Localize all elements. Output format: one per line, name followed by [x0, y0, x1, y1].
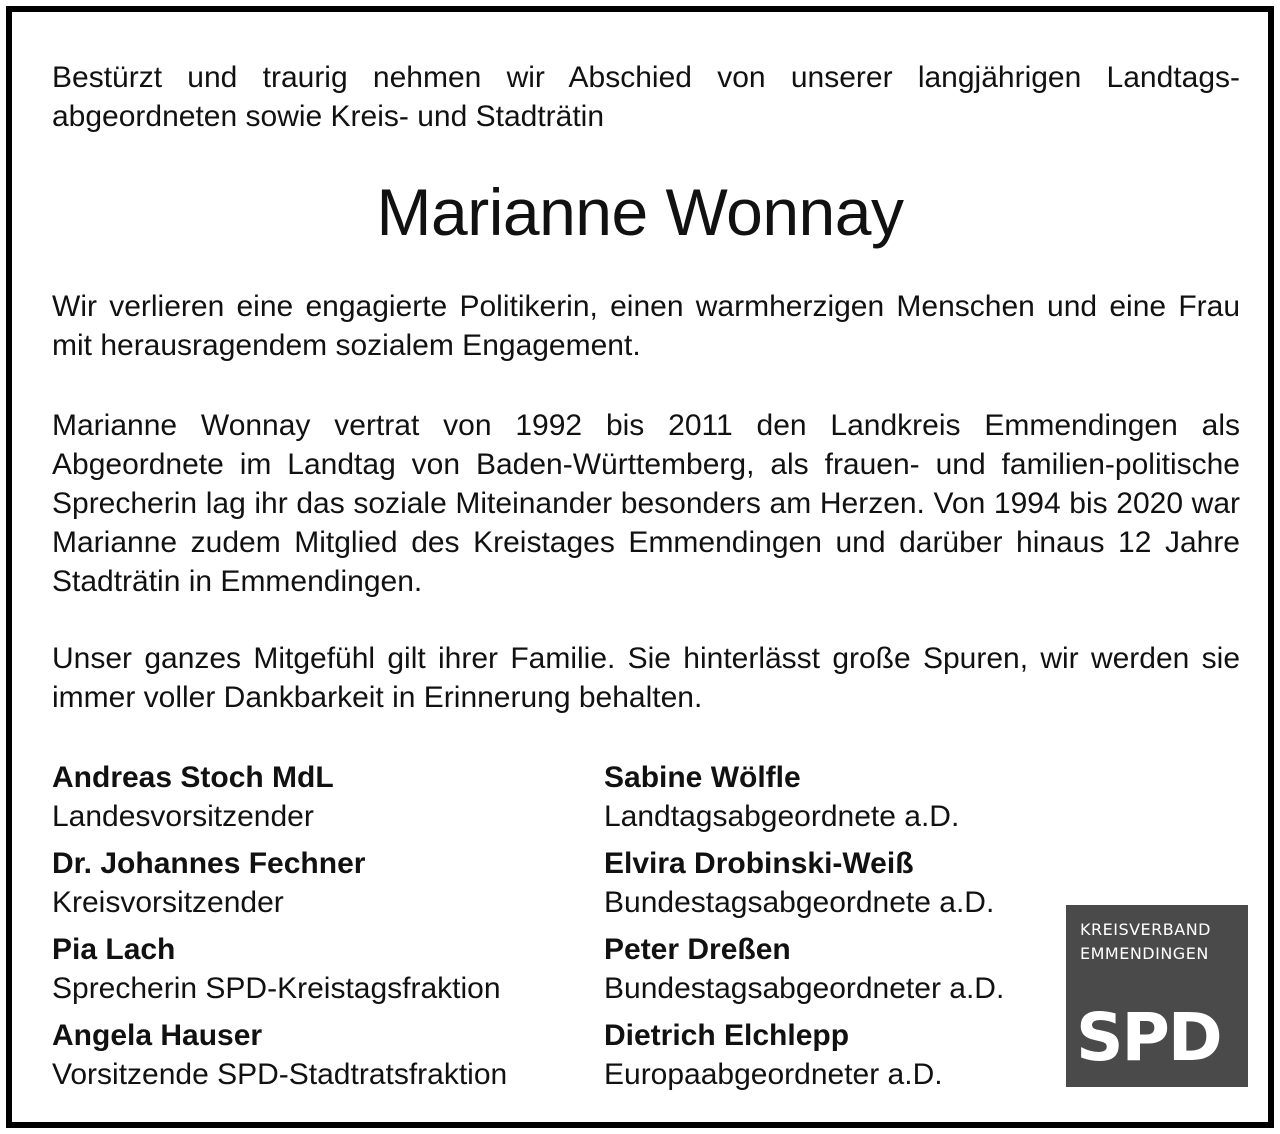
signatory-name: Pia Lach [52, 933, 176, 966]
signatory-name: Angela Hauser [52, 1019, 263, 1052]
signatory-role: Kreisvorsitzender [52, 886, 284, 919]
signature-block [604, 930, 1064, 1008]
signatory-role: Vorsitzende SPD-Stadtratsfraktion [52, 1058, 508, 1091]
paragraph-tribute: Wir verlieren eine engagierte Politikerin, einen warmherzigen Menschen und eine Frau mit herausragendem sozialem Engagement. [52, 290, 1240, 362]
paragraph-condolence: Unser ganzes Mitgefühl gilt ihrer Familie. Sie hinterlässt große Spuren, wir werden sie immer voller Dankbarkeit in Erinnerung behalten. [52, 642, 1240, 714]
signatory-name: Elvira Drobinski-Weiß [604, 847, 914, 880]
signatory-role: Sprecherin SPD-Kreistagsfraktion [52, 972, 501, 1005]
signatures-right-column [604, 758, 1064, 1102]
signatory-role: Bundestagsabgeordnete a.D. [604, 886, 995, 919]
signature-block [604, 758, 1064, 836]
signatures-left-column [52, 758, 592, 1102]
signature-block [604, 844, 1064, 922]
signature-block [604, 1016, 1064, 1094]
signatory-role: Landesvorsitzender [52, 800, 314, 833]
signature-block [52, 930, 592, 1008]
signatory-role: Landtagsabgeordnete a.D. [604, 800, 960, 833]
signatory-name: Sabine Wölfle [604, 761, 801, 794]
logo-line-emmendingen: EMMENDINGEN [1080, 944, 1209, 963]
obituary-notice [6, 6, 1274, 1128]
signatory-name: Dr. Johannes Fechner [52, 847, 366, 880]
signatory-name: Peter Dreßen [604, 933, 791, 966]
signature-block [52, 844, 592, 922]
signature-block [52, 758, 592, 836]
intro-text: Bestürzt und traurig nehmen wir Abschied von unserer langjährigen Landtags-abgeordneten sowie Kreis- und Stadträtin [52, 61, 1240, 133]
signatory-role: Europaabgeordneter a.D. [604, 1058, 943, 1091]
signatory-name: Andreas Stoch MdL [52, 761, 334, 794]
signature-block [52, 1016, 592, 1094]
signatory-role: Bundestagsabgeordneter a.D. [604, 972, 1005, 1005]
spd-logo [1066, 905, 1248, 1087]
signatory-name: Dietrich Elchlepp [604, 1019, 850, 1052]
paragraph-biography: Marianne Wonnay vertrat von 1992 bis 2011 den Landkreis Emmendingen als Abgeordnete im Landtag von Baden-Württemberg, als frauen- und familien-politische Sprecherin lag ihr das soziale Miteinander besonders am Herzen. Von 1994 bis 2020 war Marianne zudem Mitglied des Kreistages Emmendingen und darüber hinaus 12 Jahre Stadträtin in Emmendingen. [52, 409, 1240, 598]
logo-spd-mark: SPD [1076, 999, 1221, 1076]
logo-line-kreisverband: KREISVERBAND [1080, 920, 1211, 939]
deceased-name: Marianne Wonnay [376, 175, 904, 249]
